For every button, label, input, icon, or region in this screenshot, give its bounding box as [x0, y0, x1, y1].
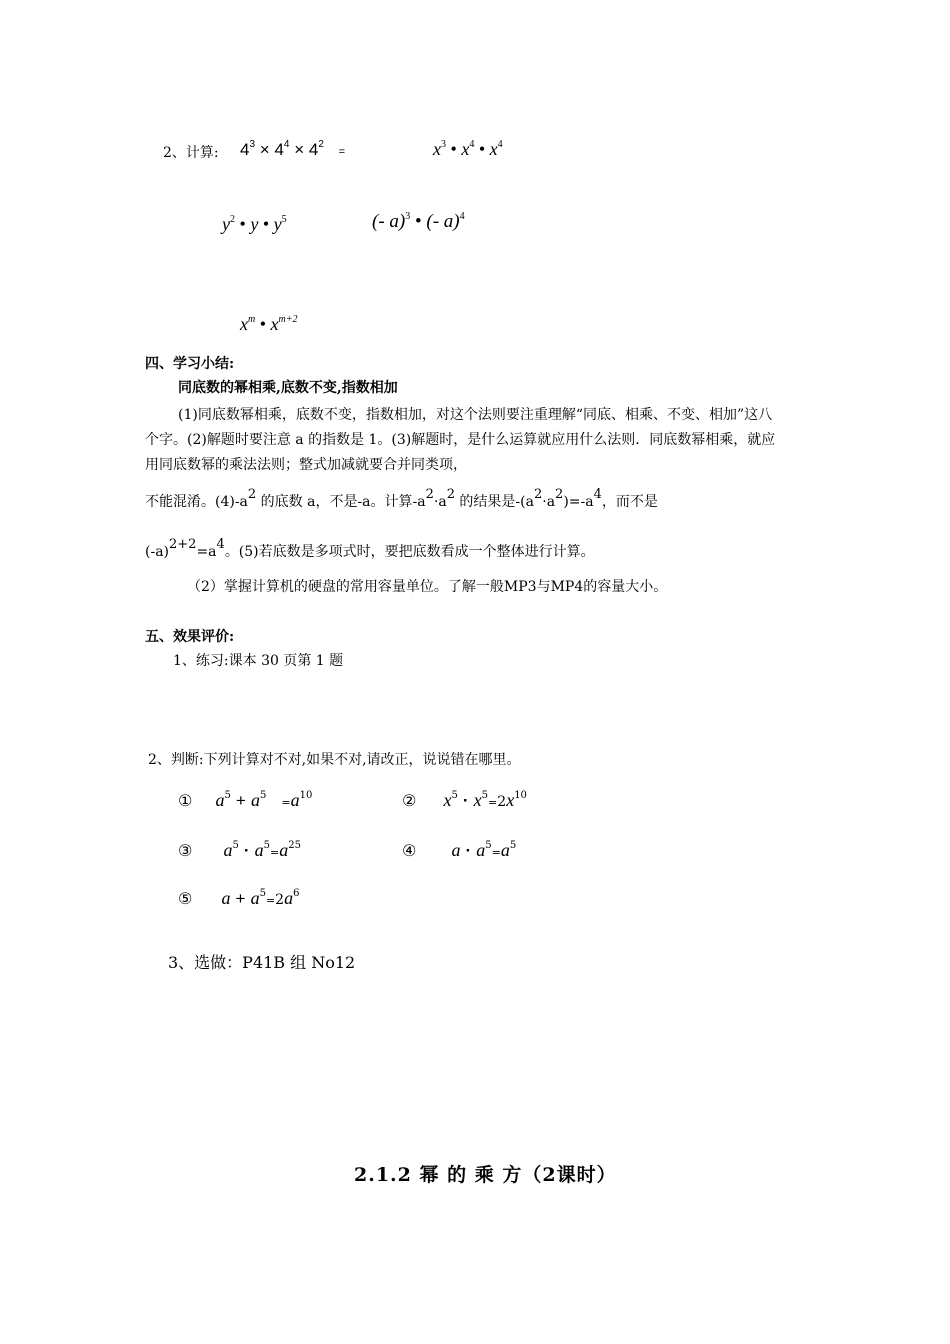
section-5-heading: 五、效果评价:: [145, 629, 235, 645]
exercise-1: 1、练习:课本 30 页第 1 题: [173, 653, 344, 669]
expr-power-of-x-m: $x^m$ • $x^{m+2}$: [240, 314, 298, 334]
expr-power-of-neg-a: (- a)$^3$ • (- a)$^4$: [372, 211, 465, 232]
next-section-title: 2.1.2 幂 的 乘 方（2课时）: [354, 1164, 617, 1186]
question-2-label: 2、计算:: [163, 145, 219, 161]
summary-paragraph-1: (1)同底数幂相乘，底数不变，指数相加，对这个法则要注重理解“同底、相乘、不变、相加”这八个字。(2)解题时要注意 a 的指数是 1。(3)解题时，是什么运算就应用什么法则．同底数幂相乘，就应用同底数幂的乘法法则；整式加减就要合并同类项，: [145, 407, 776, 473]
judge-item-5: ⑤ $a + a^5=2a^6$: [178, 888, 300, 908]
expr-power-of-x: $x^3$ • $x^4$ • $x^4$: [433, 139, 503, 159]
section-4-rule: 同底数的幂相乘,底数不变,指数相加: [178, 380, 398, 396]
exercise-3: 3、选做：P41B 组 No12: [168, 953, 356, 972]
summary-paragraph-4: （2）掌握计算机的硬盘的常用容量单位。了解一般MP3与MP4的容量大小。: [187, 579, 668, 595]
expr-power-of-y: $y^2$ • y • $y^5$: [222, 214, 287, 234]
judge-item-3: ③ $a^5 \cdot a^5=a^{25}$: [178, 840, 301, 860]
summary-paragraph-3: $(-a)^{2+2}=a^4$。(5)若底数是多项式时，要把底数看成一个整体进行计算。: [145, 537, 595, 560]
judge-item-4: ④ $a \cdot a^5=a^5$: [402, 840, 517, 860]
exercise-2: 2、判断:下列计算对不对,如果不对,请改正，说说错在哪里。: [148, 752, 521, 768]
expr-power-of-four: $4^3 \times 4^4 \times 4^2$ =: [240, 139, 346, 159]
judge-item-1: ① $a^5 + a^5 =a^{10}$: [178, 790, 313, 810]
section-4-heading: 四、学习小结:: [145, 356, 235, 372]
judge-item-2: ② $x^5 \cdot x^5=2x^{10}$: [402, 790, 527, 810]
summary-paragraph-2: 不能混淆。$(4)-a^2$ 的底数 a，不是-a。计算$-a^2\cdot a^2$ 的结果是$-(a^2\cdot a^2)=-a^4$，而不是: [145, 487, 658, 510]
